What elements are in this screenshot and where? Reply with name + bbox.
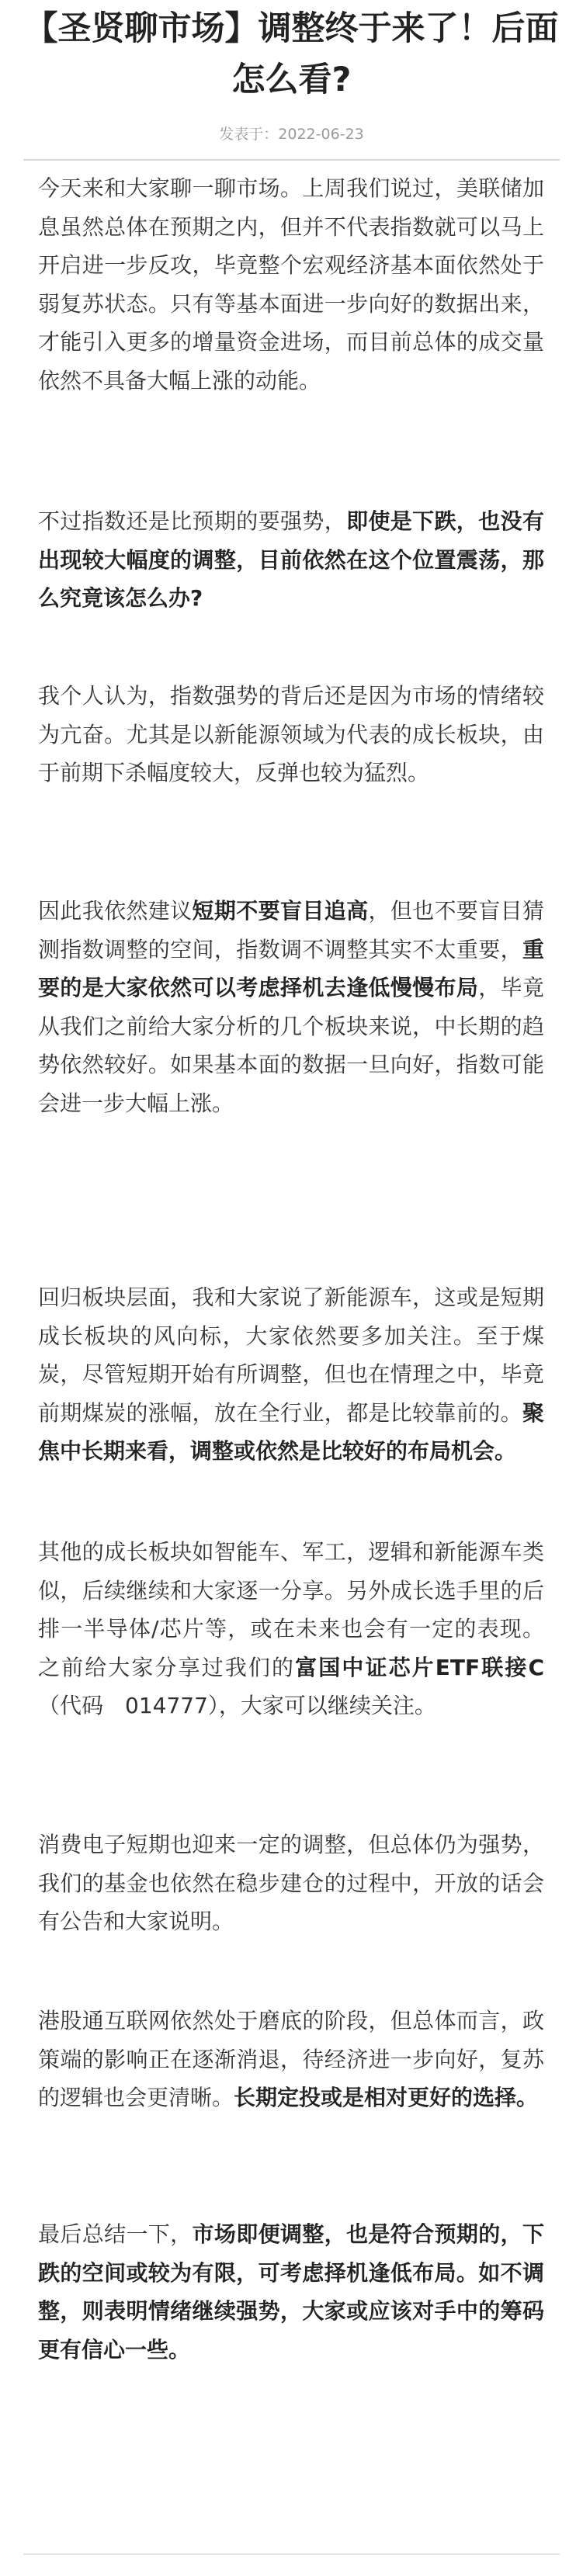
paragraph-index-strength (38, 502, 544, 618)
text-segment: 其他的成长板块如智能车、军工，逻辑和新能源车类似，后续继续和大家逐一分享。另外成长选手里的后排一半导体/芯片等，或在未来也会有一定的表现。之前给大家分享过我们的 (38, 1539, 544, 1680)
header-divider (23, 159, 560, 161)
bold-segment: 短期不要盲目追高 (192, 898, 369, 924)
text-segment: 港股通互联网依然处于磨底的阶段，但总体而言，政策端的影响正在逐渐消退，待经济进一步向好，复苏的逻辑也会更清晰。 (38, 2008, 544, 2111)
paragraph-strategy (38, 892, 544, 1123)
text-segment: 今天来和大家聊一聊市场。上周我们说过，美联储加息虽然总体在预期之内，但并不代表指数就可以马上开启进一步反攻，毕竟整个宏观经济基本面依然处于弱复苏状态。只有等基本面进一步向好的数据出来，才能引入更多的增量资金进场，而目前总体的成交量依然不具备大幅上涨的动能。 (38, 175, 544, 394)
fund-name: 富国中证芯片ETF联接C (295, 1654, 544, 1680)
text-segment: （代码 014777），大家可以继续关注。 (38, 1693, 436, 1719)
publish-date-label: 发表于： (219, 126, 279, 143)
paragraph-growth-sectors (38, 1533, 544, 1725)
paragraph-hk-internet (38, 2002, 544, 2117)
text-segment: 我个人认为，指数强势的背后还是因为市场的情绪较为亢奋。尤其是以新能源领域为代表的成长板块，由于前期下杀幅度较大，反弹也较为猛烈。 (38, 683, 544, 786)
publish-meta (0, 124, 583, 144)
text-segment: ，毕竟从我们之前给大家分析的几个板块来说，中长期的趋势依然较好。如果基本面的数据一旦向好，指数可能会进一步大幅上涨。 (38, 975, 544, 1116)
bold-segment: 重要的是大家依然可以考虑择机去逢低慢慢布局 (38, 936, 544, 1001)
content-box-bottom-border (23, 2553, 560, 2555)
paragraph-summary (38, 2215, 544, 2369)
paragraph-market-intro (38, 169, 544, 400)
paragraph-sectors (38, 1278, 544, 1471)
paragraph-consumer-electronics (38, 1825, 544, 1941)
article-title: 【圣贤聊市场】调整终于来了！后面怎么看? (24, 9, 559, 99)
bold-segment: 聚焦中长期来看，调整或依然是比较好的布局机会。 (38, 1399, 544, 1465)
text-segment: 消费电子短期也迎来一定的调整，但总体仍为强势，我们的基金也依然在稳步建仓的过程中，开放的话会有公告和大家说明。 (38, 1832, 544, 1935)
bold-segment: 即使是下跌，也没有出现较大幅度的调整，目前依然在这个位置震荡，那么究竟该怎么办? (38, 508, 544, 612)
text-segment: 因此我依然建议 (38, 898, 193, 924)
text-segment: 最后总结一下， (38, 2221, 193, 2247)
publish-date: 2022-06-23 (278, 126, 364, 143)
text-segment: 回归板块层面，我和大家说了新能源车，这或是短期成长板块的风向标，大家依然要多加关注。至于煤炭，尽管短期开始有所调整，但也在情理之中，毕竟前期煤炭的涨幅，放在全行业，都是比较靠前的。 (38, 1285, 544, 1426)
bold-segment: 市场即便调整，也是符合预期的，下跌的空间或较为有限，可考虑择机逢低布局。如不调整，则表明情绪继续强势，大家或应该对手中的筹码更有信心一些。 (38, 2221, 544, 2363)
paragraph-sentiment (38, 677, 544, 792)
text-segment: ，但也不要盲目猜测指数调整的空间，指数调不调整其实不太重要， (38, 898, 544, 962)
text-segment: 不过指数还是比预期的要强势， (38, 508, 347, 534)
bold-segment: 长期定投或是相对更好的选择。 (234, 2085, 539, 2111)
